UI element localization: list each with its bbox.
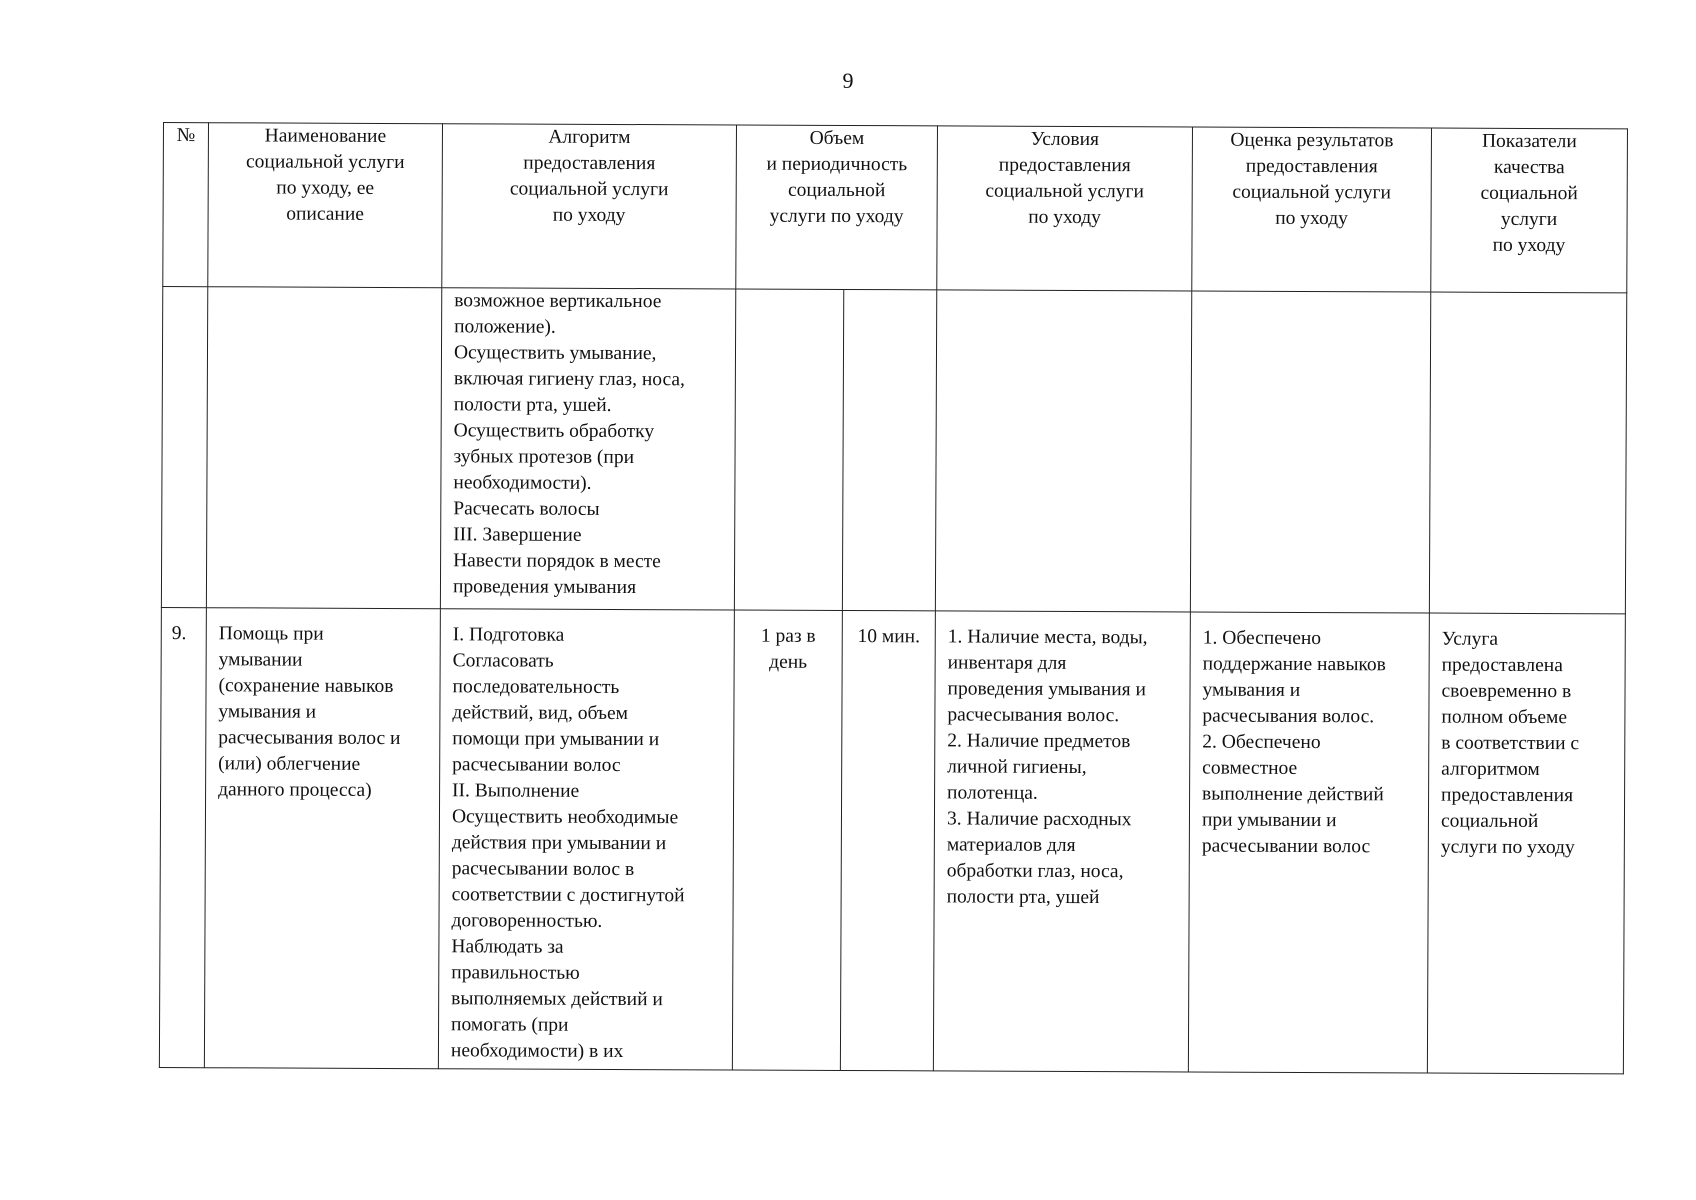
header-quality-text: Показатели качества социальной услуги по уходу bbox=[1480, 130, 1578, 257]
conditions-cell bbox=[935, 290, 1191, 612]
duration-text: 10 мин. bbox=[857, 626, 921, 648]
header-name bbox=[208, 123, 443, 288]
algorithm-text: I. Подготовка Согласовать последовательность действий, вид, объем помощи при умывании и расчесывании волос II. Выполнение Осуществить необходимые действия при умывании и расчесывании волос в соответствии с достигнутой договоренностью. Наблюдать за правильностью выполняемых действий и помогать (при необходимости) в их bbox=[450, 624, 685, 1063]
header-volume bbox=[736, 125, 938, 290]
service-table bbox=[159, 122, 1628, 1074]
header-name-text: Наименование социальной услуги по уходу, ее описание bbox=[245, 125, 405, 225]
conditions-cell bbox=[933, 611, 1190, 1072]
frequency-text bbox=[736, 290, 843, 298]
quality-cell bbox=[1427, 613, 1625, 1074]
row-number-cell bbox=[159, 607, 206, 1067]
row-number bbox=[163, 287, 207, 300]
quality-text bbox=[1431, 293, 1626, 302]
service-name: Помощь при умывании (сохранение навыков умывания и расчесывания волос и (или) облегчение данного процесса) bbox=[218, 623, 401, 801]
algorithm-cell bbox=[440, 288, 735, 610]
page-number: 9 bbox=[842, 68, 854, 93]
header-num bbox=[163, 123, 209, 287]
duration-text bbox=[844, 290, 936, 298]
conditions-text: 1. Наличие места, воды, инвентаря для проведения умывания и расчесывания волос. 2. Наличие предметов личной гигиены, полотенца. 3. Наличие расходных материалов для обработки глаз, носа, полости рта, ушей bbox=[946, 626, 1148, 909]
header-quality bbox=[1431, 128, 1628, 293]
evaluation-text: 1. Обеспечено поддержание навыков умывания и расчесывания волос. 2. Обеспечено совместное выполнение действий при умывании и расчесывании волос bbox=[1201, 627, 1386, 858]
header-conditions bbox=[937, 126, 1193, 291]
table-row bbox=[161, 287, 1626, 614]
quality-text: Услуга предоставлена своевременно в полном объеме в соответствии с алгоритмом предоставления социальной услуги по уходу bbox=[1440, 628, 1580, 859]
row-number: 9. bbox=[171, 623, 187, 645]
row-number-cell bbox=[161, 287, 207, 608]
frequency-cell bbox=[734, 289, 843, 610]
header-algorithm bbox=[442, 124, 737, 289]
duration-cell bbox=[840, 610, 935, 1070]
header-evaluation-text: Оценка результатов предоставления социальной услуги по уходу bbox=[1230, 129, 1394, 230]
conditions-text bbox=[937, 290, 1191, 299]
evaluation-cell bbox=[1188, 612, 1429, 1073]
algorithm-text: возможное вертикальное положение). Осуществить умывание, включая гигиену глаз, носа, полости рта, ушей. Осуществить обработку зубных протезов (при необходимости). Расчесать волосы III. Завершение Навести порядок в месте проведения умывания bbox=[452, 290, 686, 599]
service-name bbox=[208, 287, 441, 296]
header-evaluation bbox=[1192, 127, 1432, 292]
header-volume-text: Объем и периодичность социальной услуги по уходу bbox=[766, 127, 908, 228]
evaluation-text bbox=[1192, 291, 1430, 300]
evaluation-cell bbox=[1190, 291, 1430, 613]
table-row bbox=[159, 607, 1625, 1073]
header-row bbox=[163, 123, 1628, 293]
duration-cell bbox=[842, 289, 936, 610]
header-num-text: № bbox=[176, 125, 196, 147]
frequency-text: 1 раз в день bbox=[760, 625, 816, 673]
header-algorithm-text: Алгоритм предоставления социальной услуги по уходу bbox=[509, 126, 669, 227]
service-name-cell bbox=[204, 608, 440, 1069]
service-name-cell bbox=[206, 287, 441, 609]
algorithm-cell bbox=[438, 609, 734, 1070]
frequency-cell bbox=[732, 610, 842, 1070]
quality-cell bbox=[1429, 292, 1626, 614]
header-conditions-text: Условия предоставления социальной услуги по уходу bbox=[985, 128, 1145, 229]
